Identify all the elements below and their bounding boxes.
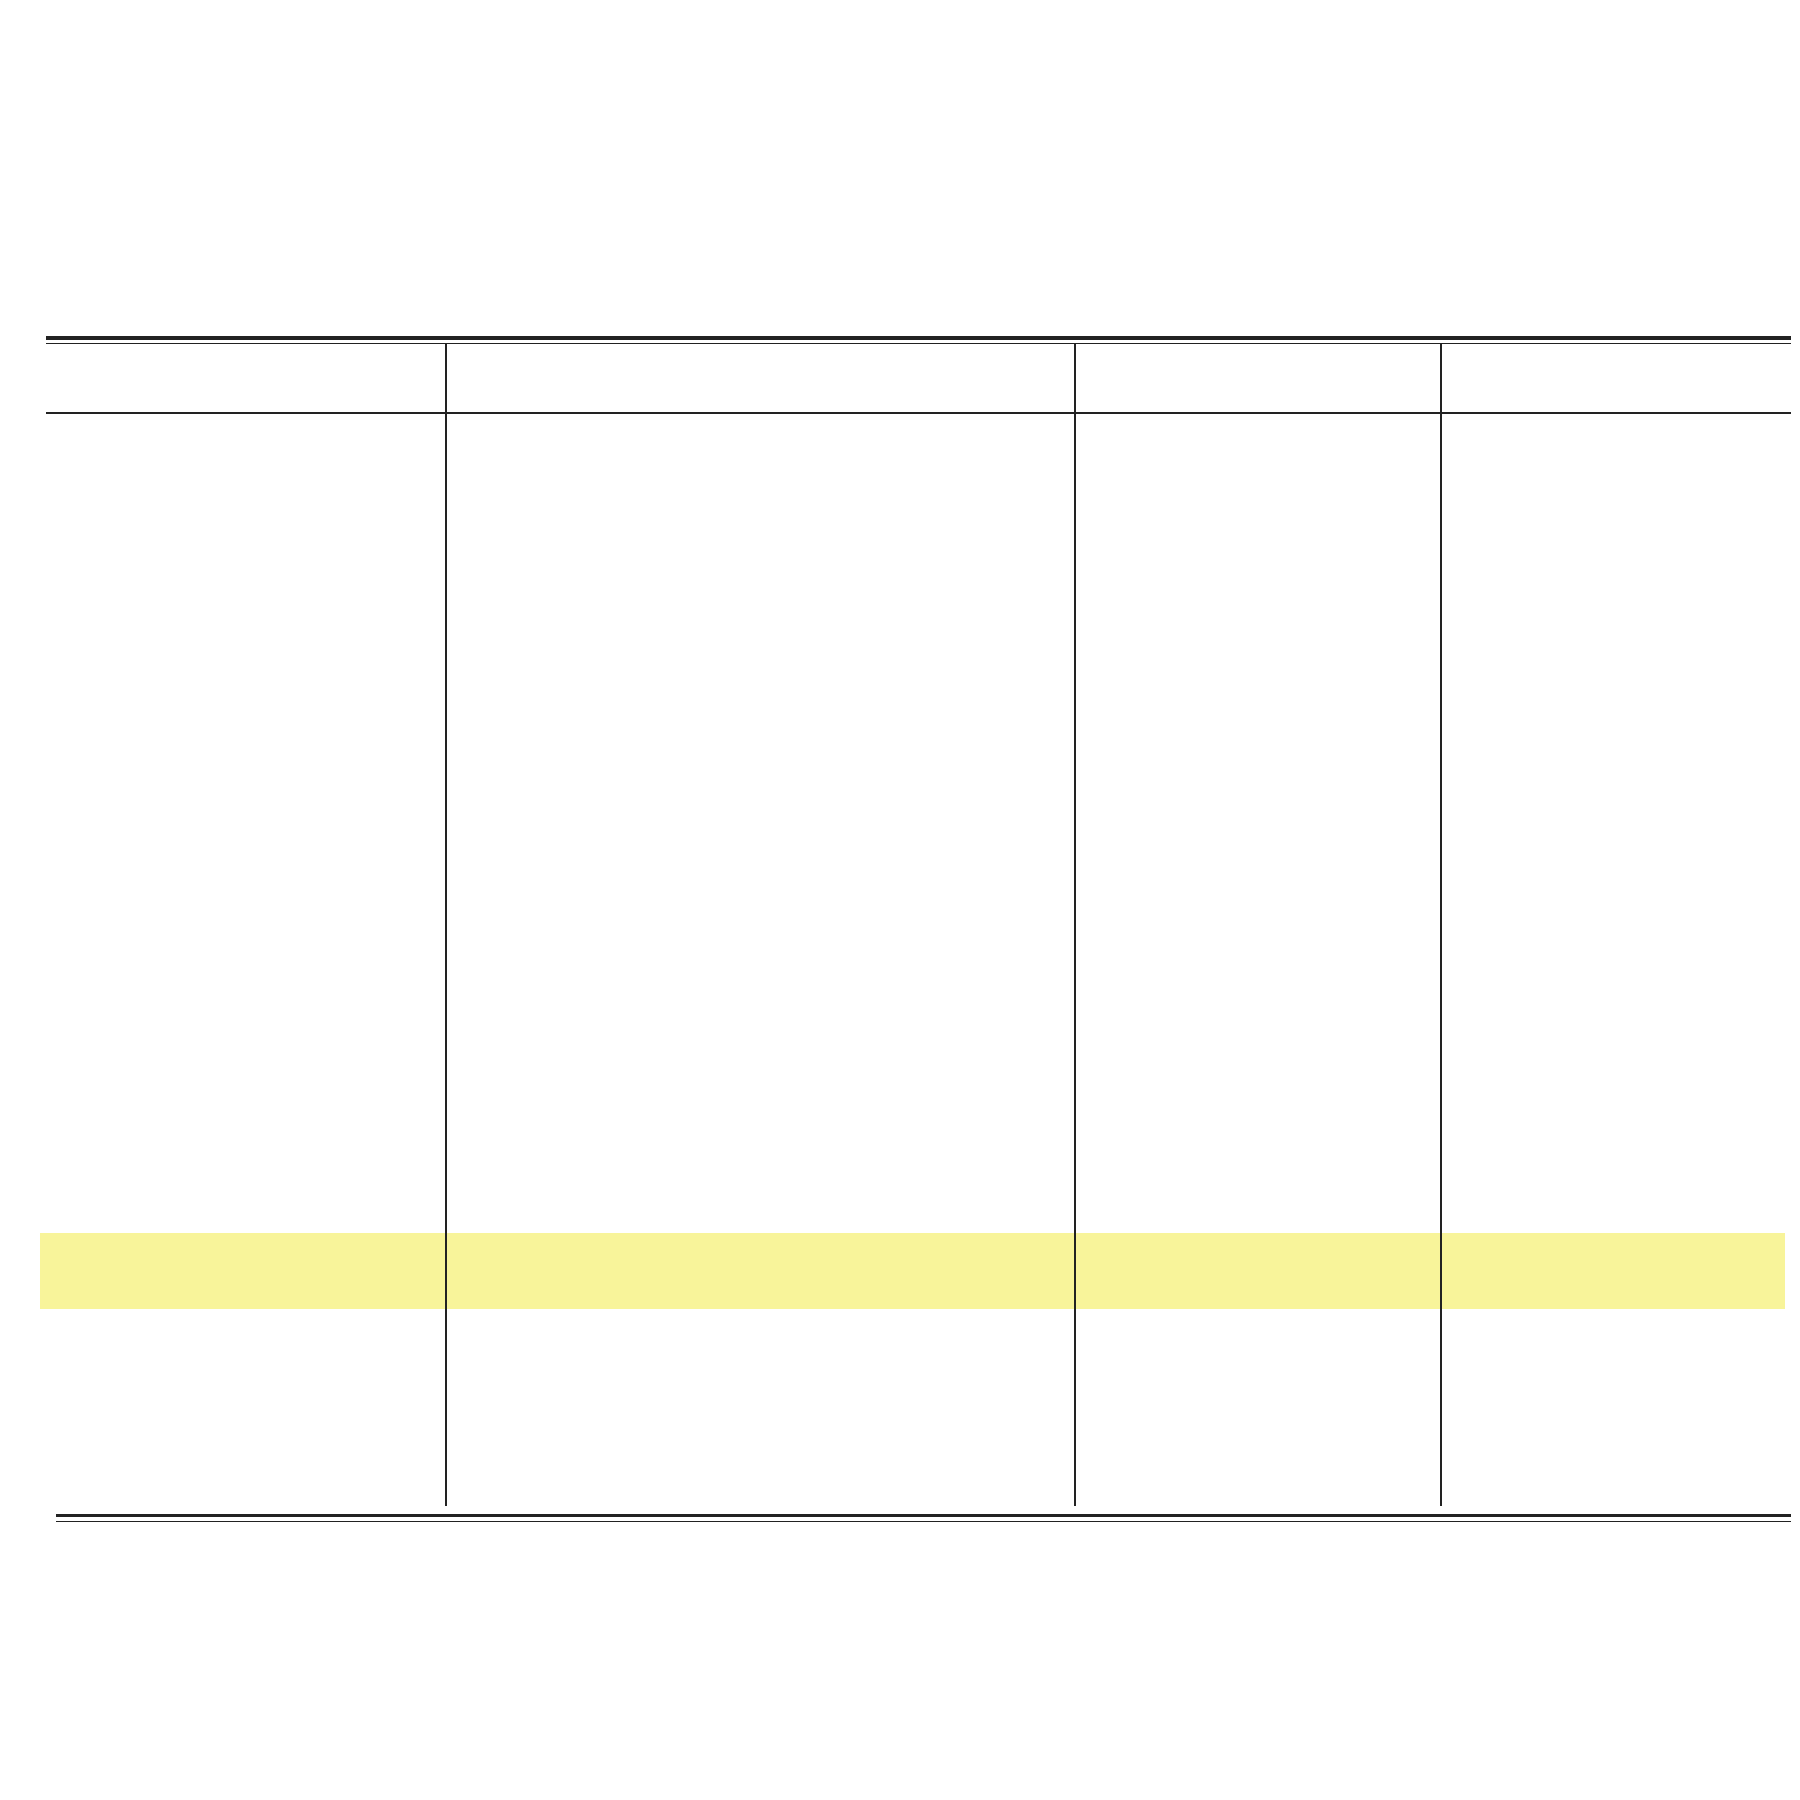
top-rule-thin <box>46 343 1791 344</box>
column-divider-1 <box>445 344 447 1506</box>
bottom-rule-thin <box>56 1521 1791 1522</box>
top-rule <box>46 336 1791 340</box>
column-divider-2 <box>1074 344 1076 1506</box>
header-bottom-rule <box>46 412 1791 414</box>
highlight-band <box>40 1233 1785 1309</box>
bottom-rule <box>56 1514 1791 1517</box>
column-divider-3 <box>1440 344 1442 1506</box>
